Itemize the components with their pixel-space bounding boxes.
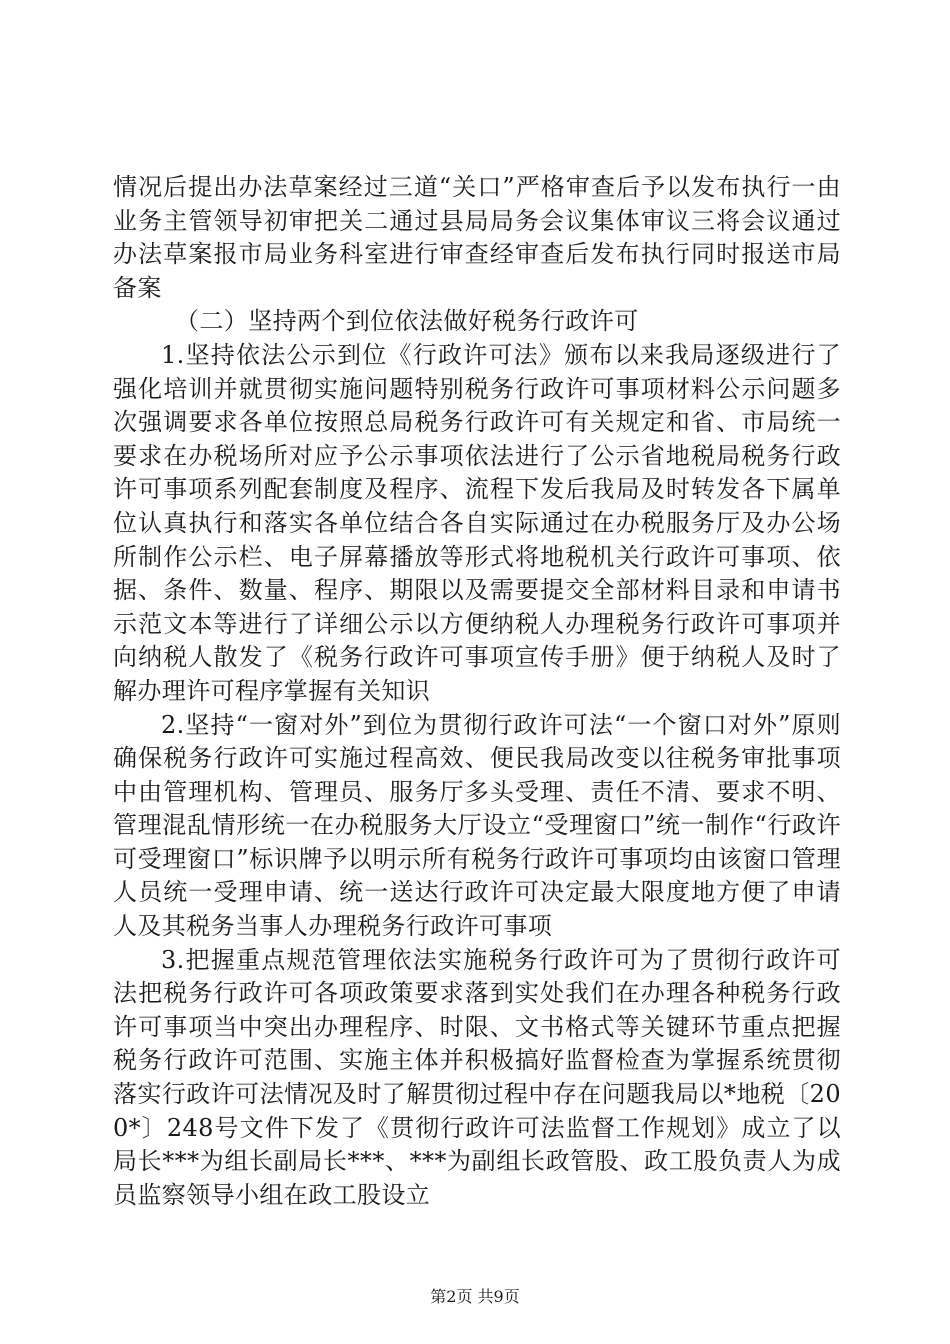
paragraph-continuation: 情况后提出办法草案经过三道“关口”严格审查后予以发布执行一由业务主管领导初审把关二通过县局局务会议集体审议三将会议通过办法草案报市局业务科室进行审查经审查后发布执行同时报送市局备案 <box>113 173 841 302</box>
paragraph-item-1: 1.坚持依法公示到位《行政许可法》颁布以来我局逐级进行了强化培训并就贯彻实施问题特别税务行政许可事项材料公示问题多次强调要求各单位按照总局税务行政许可有关规定和省、市局统一要求在办税场所对应予公示事项依法进行了公示省地税局税务行政许可事项系列配套制度及程序、流程下发后我局及时转发各下属单位认真执行和落实各单位结合各自实际通过在办税服务厅及办公场所制作公示栏、电子屏幕播放等形式将地税机关行政许可事项、依据、条件、数量、程序、期限以及需要提交全部材料目录和申请书示范文本等进行了详细公示以方便纳税人办理税务行政许可事项并向纳税人散发了《税务行政许可事项宣传手册》便于纳税人及时了解办理许可程序掌握有关知识 <box>113 340 841 705</box>
paragraph-item-3: 3.把握重点规范管理依法实施税务行政许可为了贯彻行政许可法把税务行政许可各项政策要求落到实处我们在办理各种税务行政许可事项当中突出办理程序、时限、文书格式等关键环节重点把握税务行政许可范围、实施主体并积极搞好监督检查为掌握系统贯彻落实行政许可法情况及时了解贯彻过程中存在问题我局以*地税〔200*〕248号文件下发了《贯彻行政许可法监督工作规划》成立了以局长***为组长副局长***、***为副组长政管股、政工股负责人为成员监察领导小组在政工股设立 <box>113 945 841 1209</box>
document-body <box>113 171 841 1212</box>
paragraph-item-2: 2.坚持“一窗对外”到位为贯彻行政许可法“一个窗口对外”原则确保税务行政许可实施过程高效、便民我局改变以往税务审批事项中由管理机构、管理员、服务厅多头受理、责任不清、要求不明、管理混乱情形统一在办税服务大厅设立“受理窗口”统一制作“行政许可受理窗口”标识牌予以明示所有税务行政许可事项均由该窗口管理人员统一受理申请、统一送达行政许可决定最大限度地方便了申请人及其税务当事人办理税务行政许可事项 <box>113 710 841 941</box>
page-number: 第2页 共9页 <box>430 1287 520 1306</box>
page-footer <box>0 1287 950 1307</box>
section-heading: （二）坚持两个到位依法做好税务行政许可 <box>175 307 639 336</box>
